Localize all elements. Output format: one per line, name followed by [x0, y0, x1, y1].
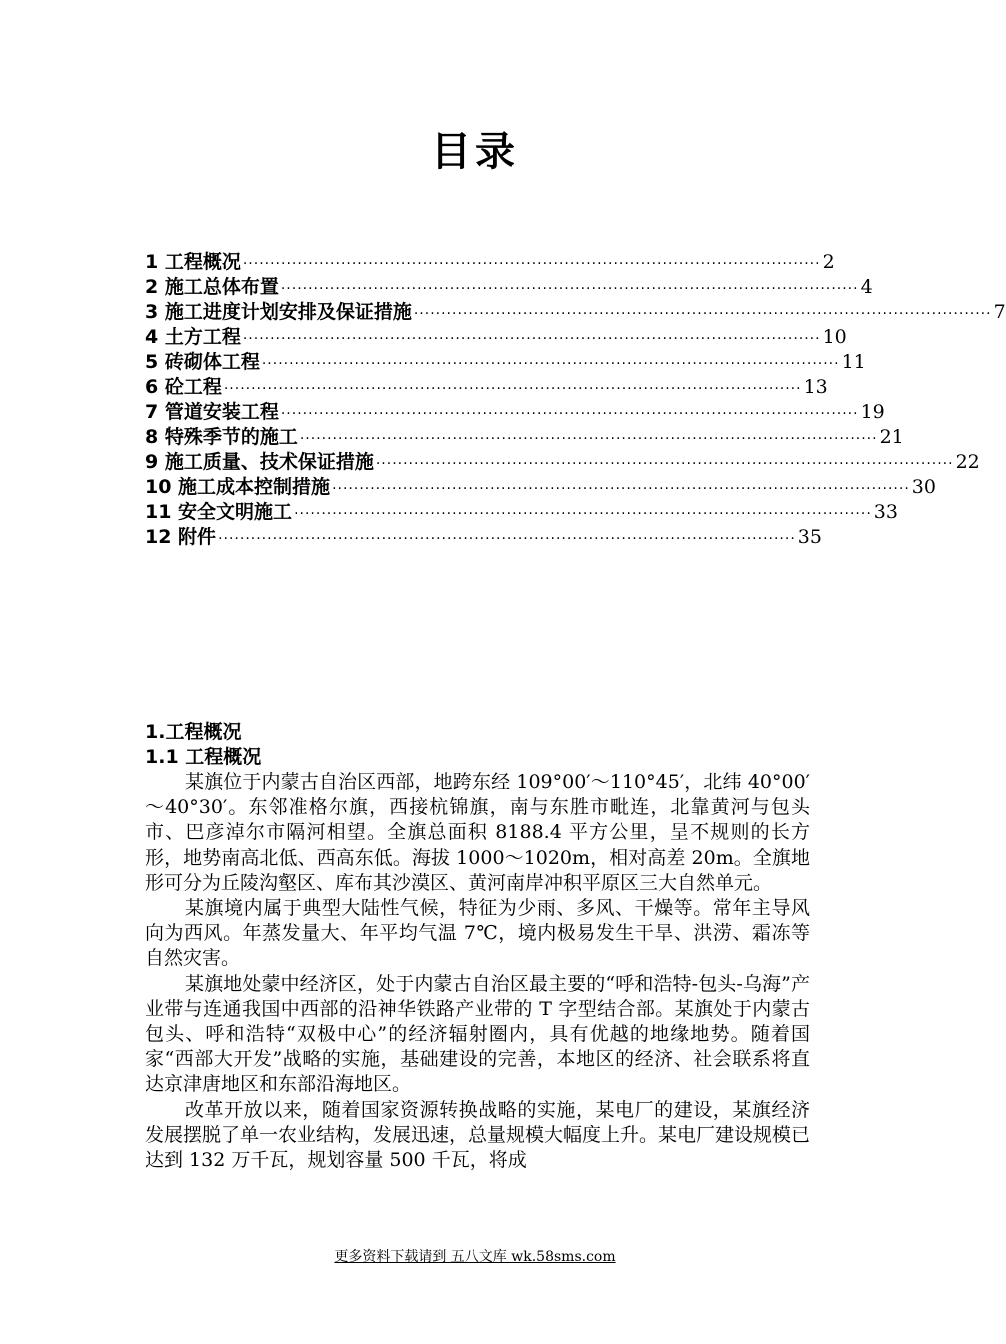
toc-leader: ··········································································································: [261, 356, 840, 372]
toc-leader: ··········································································································: [294, 506, 872, 522]
toc-label: 6 砼工程: [145, 376, 222, 398]
toc-label: 3 施工进度计划安排及保证措施: [145, 301, 412, 323]
toc-entry[interactable]: [145, 325, 847, 350]
toc-leader: ··········································································································: [242, 256, 821, 272]
toc-label: 8 特殊季节的施工: [145, 426, 298, 448]
toc-entry[interactable]: [145, 400, 885, 425]
table-of-contents: [145, 250, 1006, 550]
toc-page-number: 35: [797, 526, 822, 548]
body-paragraph: 某旗地处蒙中经济区，处于内蒙古自治区最主要的“呼和浩特-包头-乌海”产业带与连通我国中西部的沿神华铁路产业带的 T 字型结合部。某旗处于内蒙古包头、呼和浩特“双极中心”的经济辐射圈内，具有优越的地缘地势。随着国家“西部大开发”战略的实施，基础建设的完善，本地区的经济、社会联系将直达京津唐地区和东部沿海地区。: [145, 972, 810, 1096]
toc-entry[interactable]: [145, 475, 936, 500]
toc-page-number: 19: [860, 401, 885, 423]
toc-label: 1 工程概况: [145, 251, 241, 273]
toc-label: 9 施工质量、技术保证措施: [145, 451, 374, 473]
toc-label: 12 附件: [145, 526, 217, 548]
toc-page-number: 22: [955, 451, 980, 473]
toc-page-number: 10: [822, 326, 847, 348]
toc-leader: ··········································································································: [299, 431, 878, 447]
page-title: 目录: [431, 129, 519, 175]
toc-entry[interactable]: [145, 425, 904, 450]
toc-label: 7 管道安装工程: [145, 401, 279, 423]
toc-entry[interactable]: [145, 525, 822, 550]
toc-entry[interactable]: [145, 275, 873, 300]
toc-entry[interactable]: [145, 250, 835, 275]
toc-leader: ··········································································································: [332, 481, 910, 497]
toc-page-number: 30: [911, 476, 936, 498]
toc-page-number: 4: [860, 276, 873, 298]
toc-leader: ··········································································································: [223, 381, 802, 397]
body-paragraph: 某旗境内属于典型大陆性气候，特征为少雨、多风、干燥等。常年主导风向为西风。年蒸发量大、年平均气温 7℃，境内极易发生干旱、洪涝、霜冻等自然灾害。: [145, 897, 810, 970]
toc-page-number: 11: [841, 351, 866, 373]
toc-label: 10 施工成本控制措施: [145, 476, 331, 498]
toc-page-number: 21: [879, 426, 904, 448]
toc-leader: ··········································································································: [280, 406, 859, 422]
body-paragraph: 改革开放以来，随着国家资源转换战略的实施，某电厂的建设，某旗经济发展摆脱了单一农业结构，发展迅速，总量规模大幅度上升。某电厂建设规模已达到 132 万千瓦，规划容量 500 千瓦，将成: [145, 1098, 811, 1172]
toc-entry[interactable]: [145, 450, 980, 475]
toc-page-number: 7: [993, 301, 1006, 323]
toc-leader: ··········································································································: [375, 456, 954, 472]
subsection-heading: 1.1 工程概况: [145, 746, 262, 768]
toc-page-number: 13: [803, 376, 828, 398]
section-heading: 1.工程概况: [145, 721, 242, 743]
toc-leader: ··········································································································: [280, 281, 859, 297]
toc-entry[interactable]: [145, 350, 866, 375]
toc-page-number: 2: [822, 251, 835, 273]
toc-page-number: 33: [873, 501, 898, 523]
toc-label: 5 砖砌体工程: [145, 351, 260, 373]
footer-link[interactable]: 更多资料下载请到 五八文库 wk.58sms.com: [334, 1249, 616, 1265]
toc-label: 2 施工总体布置: [145, 276, 279, 298]
toc-entry[interactable]: [145, 375, 828, 400]
section-overview: [145, 720, 810, 1173]
toc-leader: ··········································································································: [413, 306, 992, 322]
toc-label: 4 土方工程: [145, 326, 241, 348]
toc-label: 11 安全文明施工: [145, 501, 293, 523]
body-paragraph: 某旗位于内蒙古自治区西部，地跨东经 109°00′～110°45′，北纬 40°00′～40°30′。东邻准格尔旗，西接杭锦旗，南与东胜市毗连，北靠黄河与包头市、巴彦淖尔市隔河相望。全旗总面积 8188.4 平方公里，呈不规则的长方形，地势南高北低、西高东低。海拔 1000～1020m，相对高差 20m。全旗地形可分为丘陵沟壑区、库布其沙漠区、黄河南岸冲积平原区三大自然单元。: [145, 771, 810, 894]
toc-leader: ··········································································································: [242, 331, 821, 347]
toc-entry[interactable]: [145, 300, 1006, 325]
toc-leader: ··········································································································: [218, 531, 796, 547]
toc-entry[interactable]: [145, 500, 898, 525]
